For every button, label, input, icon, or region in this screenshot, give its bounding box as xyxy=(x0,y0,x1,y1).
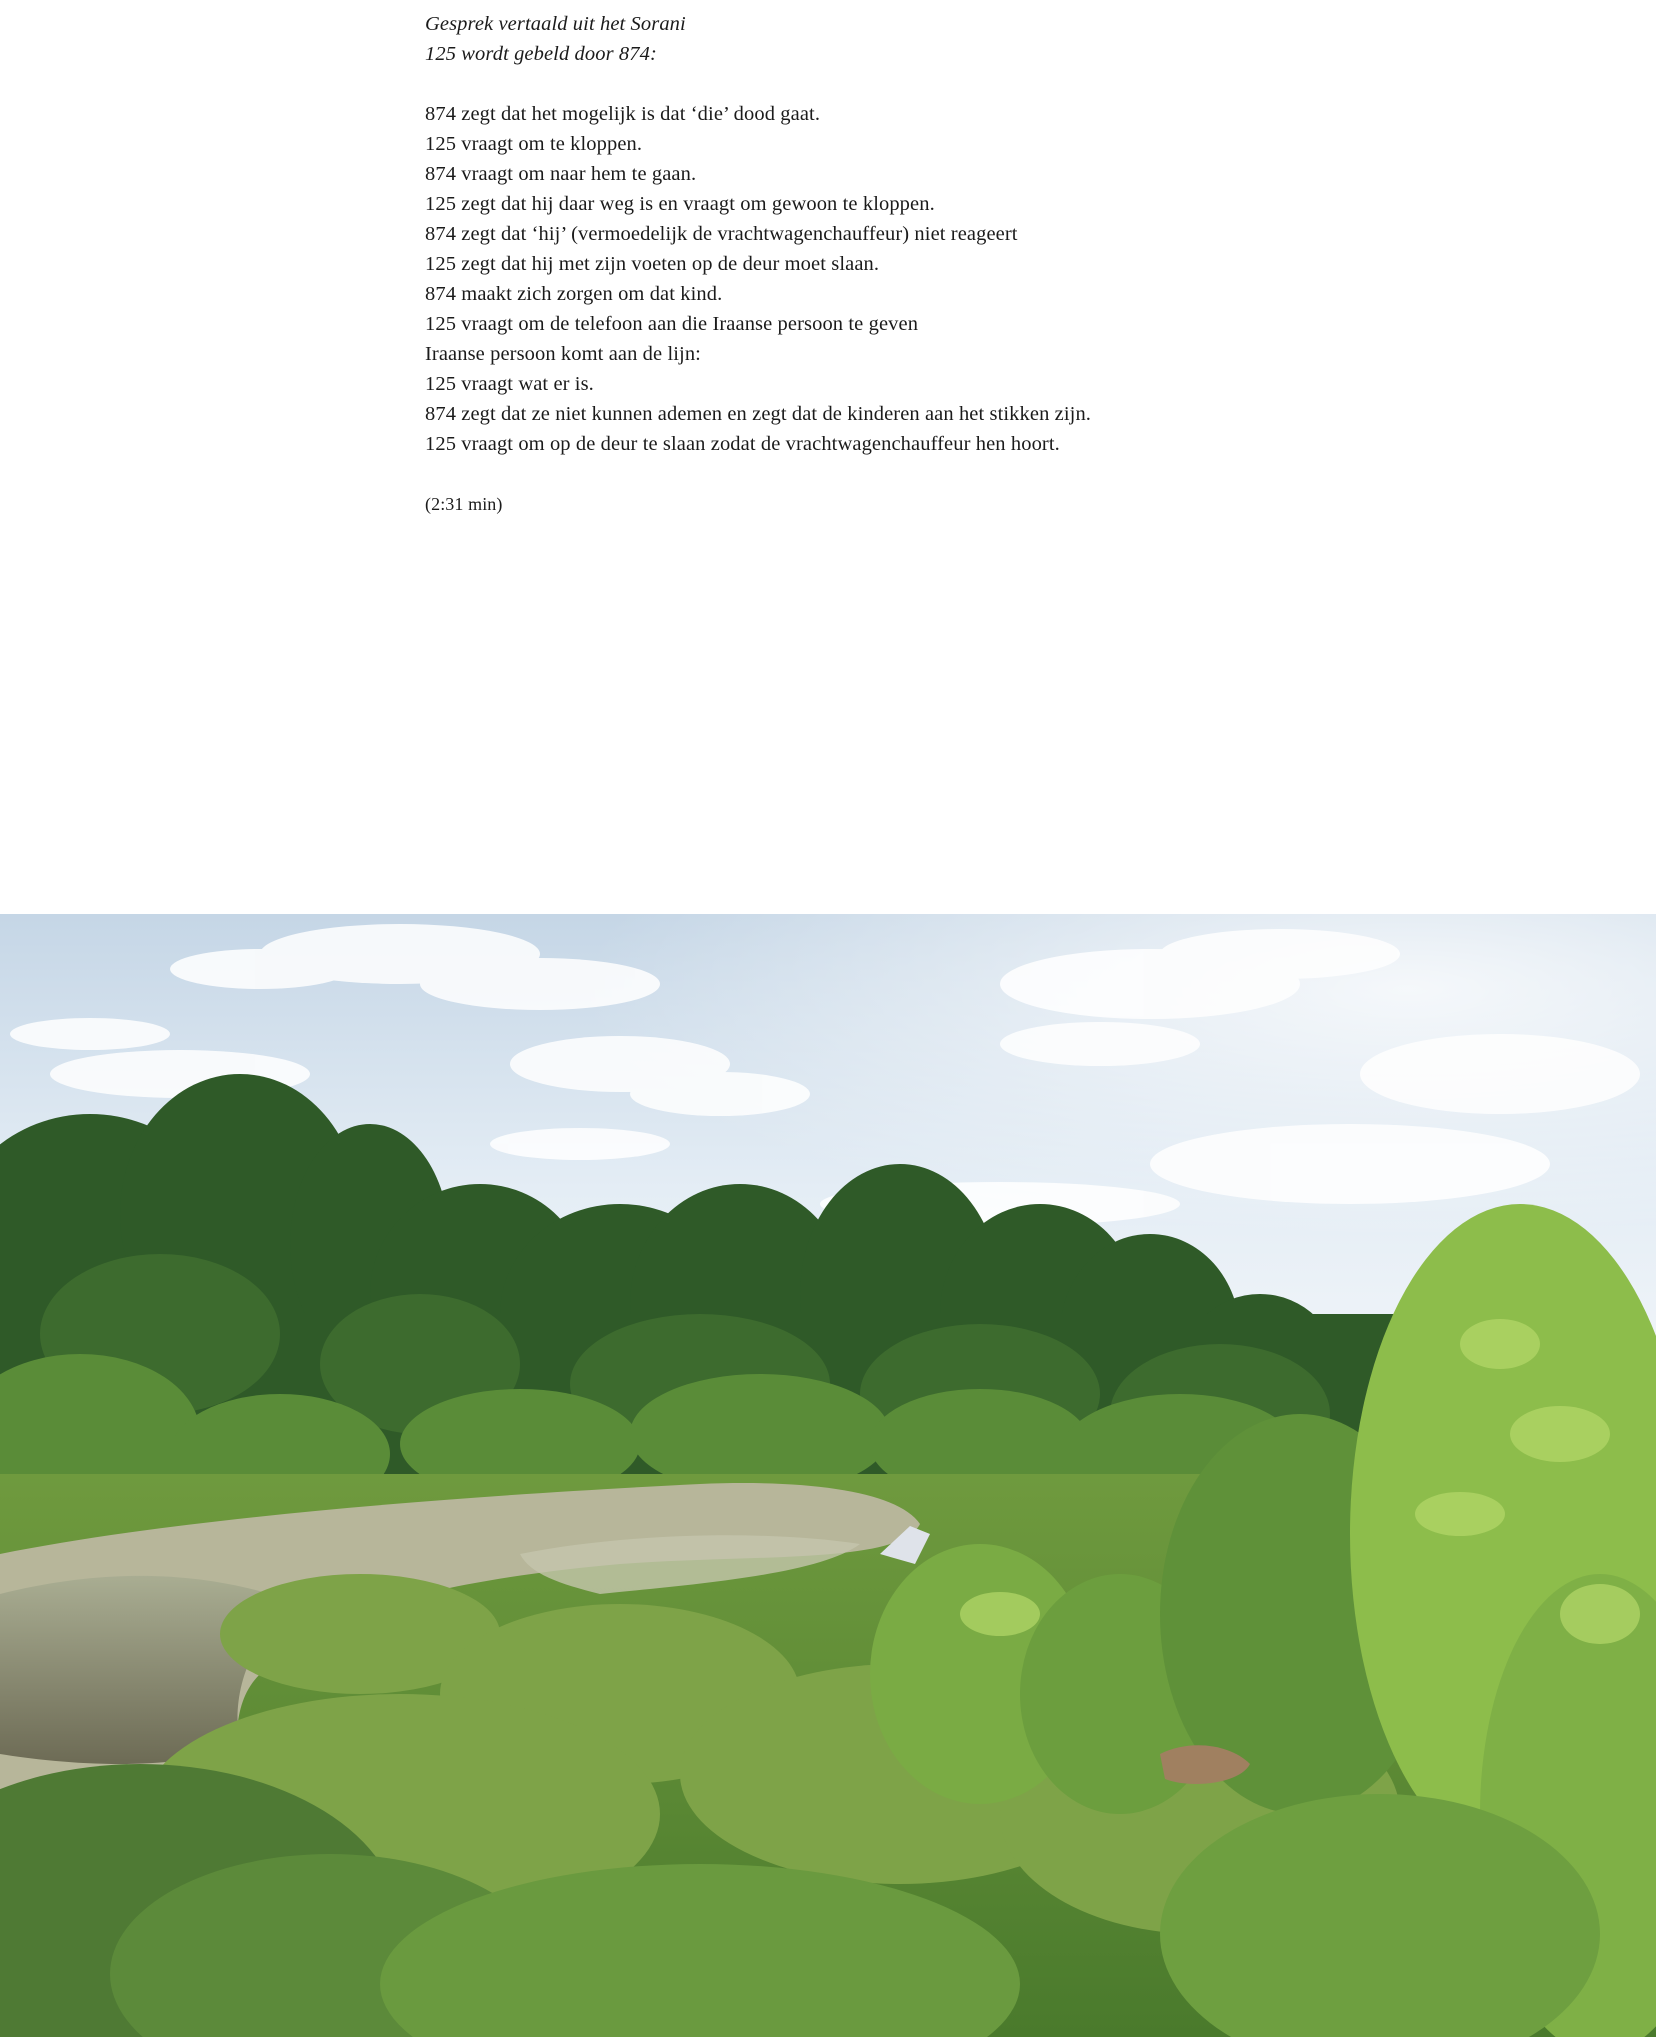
spacer xyxy=(425,459,1575,489)
transcript-line: 874 vraagt om naar hem te gaan. xyxy=(425,163,697,185)
transcript-line: 125 vraagt om te kloppen. xyxy=(425,133,643,155)
transcript-line: 125 zegt dat hij met zijn voeten op de deur moet slaan. xyxy=(425,253,880,275)
landscape-illustration xyxy=(0,914,1656,2037)
transcript xyxy=(425,9,1575,519)
call-duration: (2:31 min) xyxy=(425,494,503,514)
landscape-photo xyxy=(0,914,1656,2037)
transcript-line: 874 zegt dat ‘hij’ (vermoedelijk de vrachtwagenchauffeur) niet reageert xyxy=(425,223,1018,245)
transcript-line: 125 vraagt om op de deur te slaan zodat de vrachtwagenchauffeur hen hoort. xyxy=(425,433,1060,455)
call-description: 125 wordt gebeld door 874: xyxy=(425,43,657,65)
transcript-line: Iraanse persoon komt aan de lijn: xyxy=(425,343,701,365)
transcript-line: 125 zegt dat hij daar weg is en vraagt om gewoon te kloppen. xyxy=(425,193,935,215)
transcript-line: 874 zegt dat het mogelijk is dat ‘die’ dood gaat. xyxy=(425,103,821,125)
transcript-line: 125 vraagt om de telefoon aan die Iraanse persoon te geven xyxy=(425,313,919,335)
transcript-heading: Gesprek vertaald uit het Sorani xyxy=(425,13,686,35)
transcript-line: 125 vraagt wat er is. xyxy=(425,373,594,395)
transcript-line: 874 maakt zich zorgen om dat kind. xyxy=(425,283,723,305)
transcript-line: 874 zegt dat ze niet kunnen ademen en zegt dat de kinderen aan het stikken zijn. xyxy=(425,403,1092,425)
spacer xyxy=(425,69,1575,99)
